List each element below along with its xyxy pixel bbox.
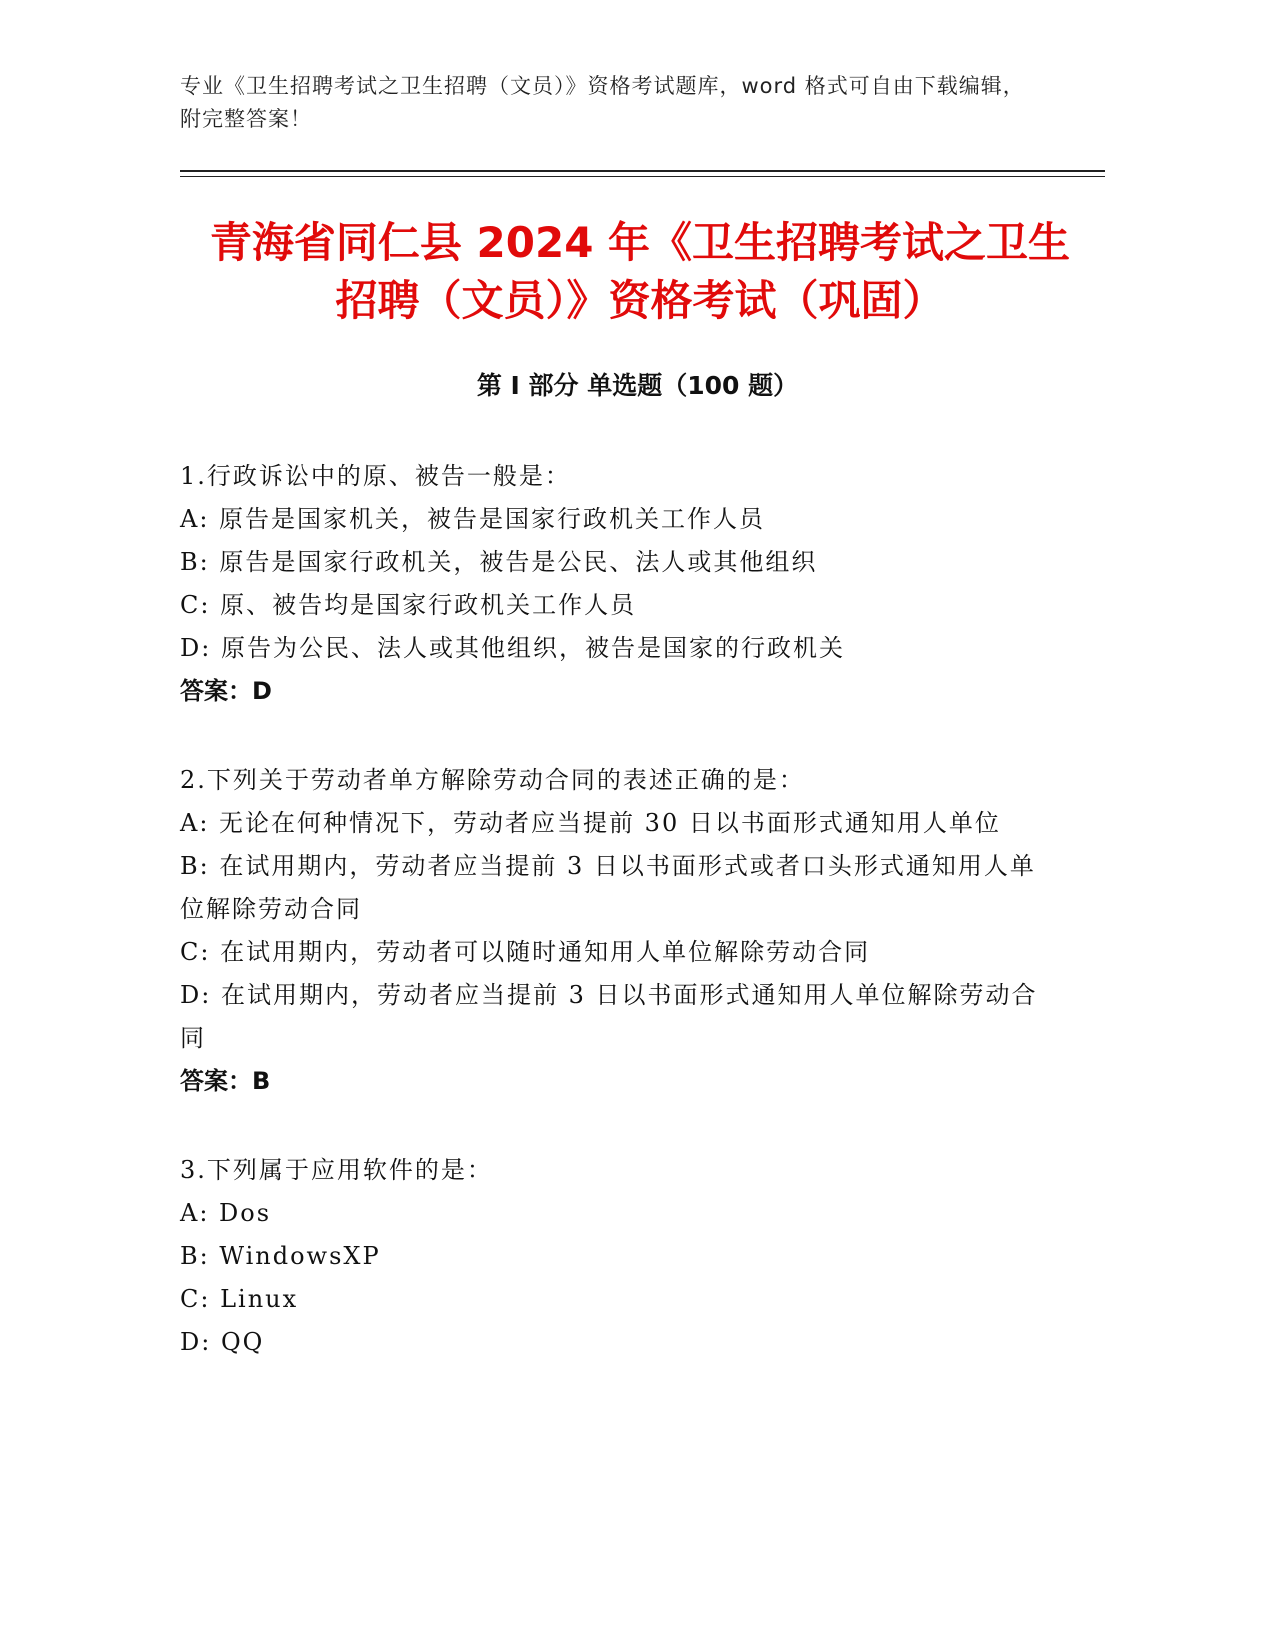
option-c: C: 原、被告均是国家行政机关工作人员 [180, 591, 637, 619]
option-a: A: 无论在何种情况下，劳动者应当提前 30 日以书面形式通知用人单位 [180, 809, 1001, 837]
document-title-line-1: 青海省同仁县 2024 年《卫生招聘考试之卫生 [209, 218, 1071, 267]
header-note: 专业《卫生招聘考试之卫生招聘（文员）》资格考试题库，word 格式可自由下载编辑，附完整答案！ [180, 74, 1025, 131]
option-c: C: Linux [180, 1285, 299, 1313]
question-stem: 3.下列属于应用软件的是： [180, 1156, 493, 1184]
option-b: B: WindowsXP [180, 1242, 381, 1270]
option-a: A: Dos [180, 1199, 272, 1227]
option-d: D: QQ [180, 1328, 265, 1356]
section-title: 第 I 部分 单选题（100 题） [476, 371, 799, 400]
option-a: A: 原告是国家机关，被告是国家行政机关工作人员 [180, 505, 766, 533]
document-title-line-2: 招聘（文员）》资格考试（巩固） [335, 276, 945, 325]
option-b: B: 在试用期内，劳动者应当提前 3 日以书面形式或者口头形式通知用人单位解除劳动合同 [180, 852, 1036, 923]
document-title [150, 214, 1130, 330]
question-list [180, 455, 1050, 1410]
option-d: D: 在试用期内，劳动者应当提前 3 日以书面形式通知用人单位解除劳动合同 [180, 981, 1038, 1052]
option-d: D: 原告为公民、法人或其他组织，被告是国家的行政机关 [180, 634, 845, 662]
question-1 [180, 455, 1050, 713]
option-b: B: 原告是国家行政机关，被告是公民、法人或其他组织 [180, 548, 818, 576]
header-divider-thin [180, 176, 1105, 177]
question-3 [180, 1149, 1050, 1364]
question-2 [180, 759, 1050, 1103]
question-stem: 2.下列关于劳动者单方解除劳动合同的表述正确的是： [180, 766, 805, 794]
option-c: C: 在试用期内，劳动者可以随时通知用人单位解除劳动合同 [180, 938, 871, 966]
question-stem: 1.行政诉讼中的原、被告一般是： [180, 462, 571, 490]
header-divider-thick [180, 170, 1105, 172]
answer-line: 答案：D [180, 677, 272, 705]
answer-line: 答案：B [180, 1067, 271, 1095]
